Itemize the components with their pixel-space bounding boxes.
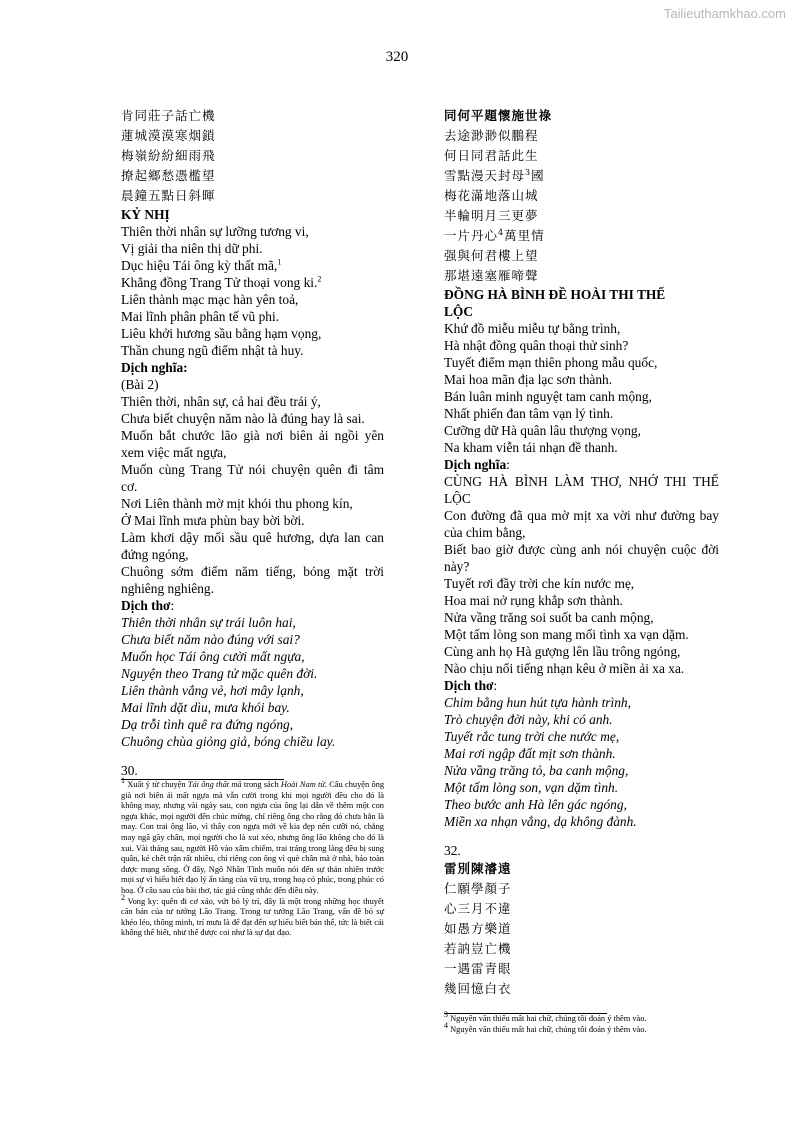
han-poem-left — [121, 106, 384, 206]
han-line: 去途渺渺似鵬程 — [444, 128, 539, 143]
dich-tho-label: Dịch thơ — [121, 598, 171, 613]
verse-translation-left — [121, 614, 384, 750]
footnote-text: Nguyên văn thiếu mất hai chữ, chúng tôi đoán ý thêm vào. — [448, 1014, 647, 1023]
han-poem-right — [444, 126, 719, 286]
dich-tho-label-right: Dịch thơ — [444, 678, 494, 693]
footnote-ref: 1 — [277, 257, 282, 267]
footnote-text: . Câu chuyện ông già nơi biên ải mất ngựa mà vẫn cười trong khi mọi người đều cho đó là không may, nhưng vài ngày sau, con ngựa của ông lại dẫn về thêm một con ngựa khác, mọi người đến chúc mừng, chỉ riêng ông cho rằng đó chưa hẳn là may. Con trai ông lão, vì thấy con ngựa mới về kia đẹp nên cưỡi nó, chẳng may ngã gãy chân, mọi người cho là xui xẻo, nhưng ông lão không cho đó là xui. Vài tháng sau, người Hồ vào xâm chiếm, trai tráng trong làng đều bị sung quân, kẻ chết trận rất nhiều, chỉ riêng con ông vì què chân mà ở nhà, bảo toàn được mạng sống. Ở đây, Ngô Nhân Tĩnh muốn nói đến sự thản nhiên trước mọi sự vì hiểu biết đạo lý ẩn tàng của vũ trụ, trong hoạ có phúc, trong phúc có hoạ. Ở câu sau của bài thơ, tác giả cũng nhắc đến điều này. — [121, 780, 385, 895]
phonetic-line: Khẳng đồng Trang Tử thoại vong ki.$^2$ — [121, 274, 322, 290]
footnote-text: Xuất ý từ chuyện — [125, 780, 188, 789]
han-line: 半輪明月三更夢 — [444, 208, 539, 223]
dich-nghia-label-wrap — [444, 456, 719, 473]
dich-tho-label-wrap-right — [444, 677, 719, 694]
han-line: 何日同君話此生 — [444, 148, 539, 163]
translation-line: Biết bao giờ được cùng anh nói chuyện cuộc đời này? — [444, 542, 719, 574]
footnote-number: 2 — [121, 892, 125, 902]
phonetic-line: Bán luân minh nguyệt tam canh mộng, — [444, 389, 652, 404]
phonetic-line: Liên thành mạc mạc hàn yên toả, — [121, 292, 299, 307]
phonetic-line: Thần chung ngũ điểm nhật tà huy. — [121, 343, 304, 358]
footnote-text: Tái ông thất mã — [187, 780, 242, 789]
han-line: 强與何君樓上望 — [444, 248, 539, 263]
phonetic-line: Khứ đồ miễu miễu tự bằng trình, — [444, 321, 621, 336]
verse-line: Liên thành vắng vẻ, hơi mây lạnh, — [121, 683, 304, 698]
han-line: 一片丹心$^4$萬里情 — [444, 227, 545, 243]
verse-line: Miền xa nhạn vắng, dạ không đành. — [444, 814, 637, 829]
han-line: 若訥豈亡機 — [444, 941, 512, 956]
verse-line: Mai rơi ngập đất mịt sơn thành. — [444, 746, 616, 761]
phonetic-line: Dục hiệu Tái ông kỳ thất mã,$^1$ — [121, 257, 282, 273]
bai-label: (Bài 2) — [121, 377, 159, 392]
verse-line: Tuyết rắc tung trời che nước mẹ, — [444, 729, 620, 744]
translation-line: Cùng anh họ Hà gượng lên lầu trông ngóng, — [444, 644, 681, 659]
dich-tho-label-wrap — [121, 597, 384, 614]
translation-line: Nửa vầng trăng soi suốt ba canh mộng, — [444, 610, 654, 625]
footnote-text: Vong ky: quên đi cơ xảo, vứt bỏ lý trí, đây là một trong những học thuyết căn bản của tư tưởng Lão Trang. Trong tư tưởng Lão Trang, vấn đề bỏ sự khéo léo, thông minh, trí mưu là để đạt đến sự hiểu biết bản thể, tức là biết cái không thể biết, như thế được coi như là sự đạt đạo. — [121, 896, 384, 938]
footnote — [444, 1020, 719, 1036]
left-column — [121, 106, 384, 939]
footnotes-left — [121, 776, 385, 939]
verse-line: Muốn học Tái ông cười mất ngựa, — [121, 649, 305, 664]
page-number: 320 — [385, 49, 409, 65]
verse-line: Dạ trỗi tình quê ra đứng ngóng, — [121, 717, 294, 732]
footnote — [444, 1010, 719, 1025]
dich-nghia-label-right: Dịch nghĩa — [444, 457, 507, 472]
next-poem-number: 30. — [121, 763, 138, 778]
verse-line: Mai lĩnh dặt dìu, mưa khói bay. — [121, 700, 290, 715]
phonetic-poem-left — [121, 223, 384, 359]
translation-line: Thiên thời, nhân sự, cả hai đều trái ý, — [121, 394, 321, 409]
han-line: 蓮城漠漠寒烟鎖 — [121, 128, 216, 143]
translation-line: Một tấm lòng son mang mối tình xa vạn dặm. — [444, 627, 689, 642]
han-line: 仁願學顏子 — [444, 881, 512, 896]
footnote-number: 3 — [444, 1010, 448, 1020]
han-line: 心三月不違 — [444, 901, 512, 916]
han-line: 晨鐘五點日斜暉 — [121, 188, 216, 203]
verse-translation-right — [444, 694, 719, 830]
han-line: 雪點漫天封母$^3$國 — [444, 167, 545, 183]
han-line: 肯同莊子話亡機 — [121, 108, 216, 123]
footnote-text: trong sách — [241, 780, 281, 789]
phonetic-line: Liêu khởi hương sầu bằng hạm vọng, — [121, 326, 322, 341]
han-line: 幾回憶白衣 — [444, 981, 512, 996]
han-line: 撩起鄉愁憑檻望 — [121, 168, 216, 183]
translation-line: Nơi Liên thành mờ mịt khói thu phong kín, — [121, 496, 353, 511]
verse-line: Chuông chùa giỏng giả, bóng chiều lay. — [121, 734, 336, 749]
translation-line: Chuông sớm điểm năm tiếng, bóng mặt trời nghiêng nghiêng. — [121, 564, 384, 596]
han-line: 梅嶺紛紛細雨飛 — [121, 148, 216, 163]
watermark: Tailieuthamkhao.com — [663, 6, 786, 21]
dich-tho-colon-right: : — [493, 678, 498, 693]
next-han-title: 雷別陳濬遠 — [444, 861, 512, 876]
dich-tho-colon: : — [170, 598, 175, 613]
phonetic-line: Mai hoa mãn địa lạc sơn thành. — [444, 372, 613, 387]
footnote-text: Hoài Nam tử — [280, 780, 325, 789]
han-line: 一遇雷青眼 — [444, 961, 512, 976]
verse-line: Chim bằng hun hút tựa hành trình, — [444, 695, 631, 710]
footnote-ref: 2 — [317, 274, 322, 284]
translation-left — [121, 393, 384, 597]
dich-nghia-label: Dịch nghĩa: — [121, 360, 188, 375]
translation-line: Muốn cùng Trang Tử nói chuyện quên đi tâm cơ. — [121, 462, 384, 494]
translation-line: Ở Mai lĩnh mưa phùn bay bời bời. — [121, 513, 305, 528]
verse-line: Chưa biết năm nào đúng với sai? — [121, 632, 300, 647]
poem-title-ky-nhi: KỶ NHỊ — [121, 207, 170, 222]
verse-line: Nửa vầng trăng tỏ, ba canh mộng, — [444, 763, 629, 778]
verse-line: Thiên thời nhân sự trái luôn hai, — [121, 615, 296, 630]
translation-line: Muốn bắt chước lão già nơi biên ải ngồi yên xem việc mất ngựa, — [121, 428, 384, 460]
phonetic-line: Na kham viễn tái nhạn đề thanh. — [444, 440, 618, 455]
phonetic-line: Tuyết điểm mạn thiên phong mẫu quốc, — [444, 355, 658, 370]
translation-title: CÙNG HÀ BÌNH LÀM THƠ, NHỚ THI THẾ LỘC — [444, 474, 719, 506]
next-poem-number-right: 32. — [444, 843, 461, 858]
phonetic-line: Mai lĩnh phân phân tế vũ phi. — [121, 309, 280, 324]
right-column — [444, 106, 719, 1035]
phonetic-line: Thiên thời nhân sự lưỡng tương vi, — [121, 224, 309, 239]
verse-line: Một tấm lòng son, vạn dặm tình. — [444, 780, 619, 795]
footnote-text: Nguyên văn thiếu mất hai chữ, chúng tôi đoán ý thêm vào. — [448, 1024, 647, 1034]
next-han-poem — [444, 879, 719, 999]
poem-title-line2: LỘC — [444, 304, 474, 319]
translation-line: Tuyết rơi đầy trời che kín nước mẹ, — [444, 576, 635, 591]
translation-line: Chưa biết chuyện năm nào là đúng hay là sai. — [121, 411, 365, 426]
footnotes-right — [444, 1010, 719, 1035]
footnote — [121, 776, 385, 897]
poem-title-line1: ĐỒNG HÀ BÌNH ĐỀ HOÀI THI THẾ — [444, 287, 666, 302]
phonetic-line: Nhất phiến đan tâm vạn lý tình. — [444, 406, 614, 421]
translation-line: Hoa mai nở rụng khắp sơn thành. — [444, 593, 623, 608]
verse-line: Trò chuyện đời này, khi có anh. — [444, 712, 613, 727]
dich-nghia-colon: : — [506, 457, 510, 472]
footnote-number: 4 — [444, 1020, 448, 1030]
han-poem-title: 同何平題懷施世祿 — [444, 108, 553, 123]
phonetic-line: Vị giải tha niên thị dữ phi. — [121, 241, 263, 256]
han-line: 那堪遠塞雁啼聲 — [444, 268, 539, 283]
phonetic-line: Hà nhật đồng quân thoại thử sinh? — [444, 338, 629, 353]
footnote-number: 1 — [121, 776, 125, 786]
phonetic-poem-right — [444, 320, 719, 456]
verse-line: Nguyện theo Trang tử mặc quên đời. — [121, 666, 318, 681]
translation-line: Con đường đã qua mờ mịt xa vời như đường bay của chim bằng, — [444, 508, 719, 540]
han-line: 梅花滿地落山城 — [444, 188, 539, 203]
verse-line: Theo bước anh Hà lên gác ngóng, — [444, 797, 627, 812]
footnote-ref: 4 — [498, 227, 505, 237]
phonetic-line: Cưỡng dữ Hà quân lâu thượng vọng, — [444, 423, 641, 438]
footnote-ref: 3 — [525, 167, 532, 177]
han-line: 如愚方樂道 — [444, 921, 512, 936]
footnote — [121, 892, 384, 939]
translation-right — [444, 507, 719, 677]
translation-line: Nào chịu nổi tiếng nhạn kêu ở miền ải xa xa. — [444, 661, 685, 676]
translation-line: Làm khơi dậy mối sầu quê hương, dựa lan can đứng ngóng, — [121, 530, 384, 562]
